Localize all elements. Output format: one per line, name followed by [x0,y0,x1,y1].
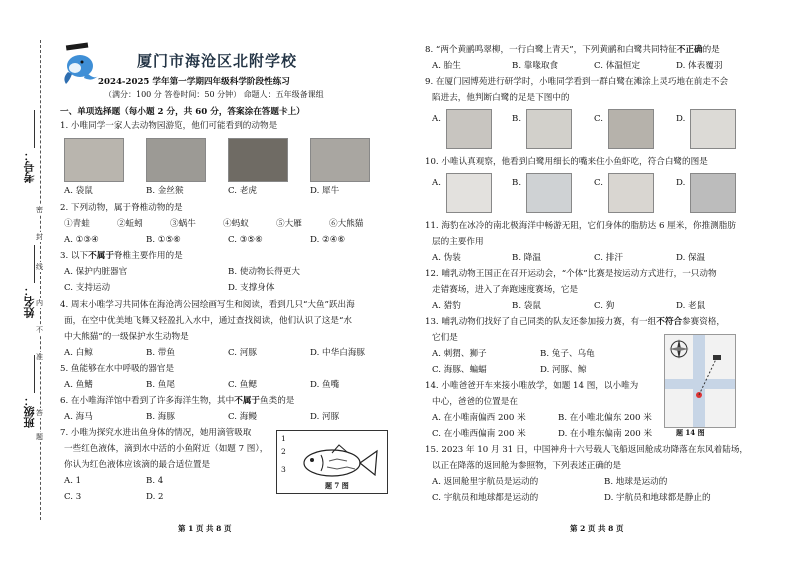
q7-line-2: 一些红色液体，滴到水中活的小鱼附近（如题 7 图）， [64,444,269,454]
q6-option-a: A. 海马 [64,412,93,422]
q2-item-6: ⑥大熊猫 [329,219,364,229]
exam-number-label: 考号： [23,150,36,183]
q8-option-b: B. 靠喙取食 [512,61,559,71]
webbed-foot-image [446,109,492,149]
q5-option-c: C. 鱼鳃 [228,380,257,390]
footer-right: 第 2 页 共 8 页 [570,524,624,533]
q6-option-c: C. 海鳗 [228,412,257,422]
footer-left: 第 1 页 共 8 页 [178,524,232,533]
q7-line-3: 你认为红色液体应该滴的最合适位置是 [64,460,211,470]
fish-figure [276,430,388,494]
q12-option-b: B. 袋鼠 [512,301,541,311]
seal-char: 答 [36,409,43,417]
q9-option-a: A. [432,114,441,124]
q2-option-b: B. ①⑤⑥ [146,235,181,245]
q8-option-a: A. 胎生 [432,61,461,71]
q15-option-a: A. 返回舱里宇航员是运动的 [432,477,539,487]
q11-line-2: 层的主要作用 [432,237,484,247]
seal-char: 密 [36,206,43,214]
q7-option-b: B. 4 [146,476,164,486]
q7-line-1: 7. 小唯为探究水进出鱼身体的情况，她用滴管吸取 [60,428,252,438]
q11-option-a: A. 伪装 [432,253,461,263]
q10-option-d: D. [676,178,686,188]
rhino-image [310,138,370,182]
q15-option-d: D. 宇航员和地球都是静止的 [604,493,711,503]
q13-option-a: A. 刺猬、狮子 [432,349,487,359]
duck-beak-image [690,173,736,213]
q6-option-b: B. 海豚 [146,412,175,422]
q9-option-d: D. [676,114,686,124]
q10-text: 10. 小唯认真观察，他看到白鹭用细长的嘴来住小鱼虾吃，符合白鹭的图是 [425,157,708,167]
q4-option-d: D. 中华白海豚 [310,348,366,358]
q5-option-a: A. 鱼鳍 [64,380,93,390]
q14-line-1: 14. 小唯爸爸开车来接小唯放学，如题 14 图，以小唯为 [425,381,639,391]
q5-text: 5. 鱼能够在水中呼吸的器官是 [60,364,175,374]
q2-option-c: C. ③⑤⑥ [228,235,263,245]
q4-option-c: C. 河豚 [228,348,257,358]
q7-option-a: A. 1 [64,476,82,486]
q9-line-2: 陷进去，他判断白鹭的足是下图中的 [432,93,570,103]
fig7-label-1: 1 [281,434,286,443]
q4-line-3: 中大熊猫”的一级保护水生动物是 [64,332,189,342]
exam-info: （满分：100 分 答卷时间：50 分钟） 命题人：五年级备课组 [104,90,324,99]
section-heading: 一、单项选择题（每小题 2 分，共 60 分，答案涂在答题卡上） [60,107,305,117]
seal-char: 线 [36,263,43,271]
q7-option-c: C. 3 [64,492,82,502]
q15-line-1: 15. 2023 年 10 月 31 日，中国神舟十六号载人飞船返回舱成功降落在东风着陆场， [425,445,749,455]
q4-line-1: 4. 周末小唯学习共同体在海沧湾公园绘画写生和阅读，看到几只“大鱼”跃出海 [60,300,355,310]
fig14-caption: 题 14 图 [676,428,705,437]
q6-option-d: D. 河豚 [310,412,340,422]
class-label: 班级： [23,395,36,428]
name-label: 姓名： [23,285,36,318]
q14-option-b: B. 在小唯北偏东 200 米 [558,413,652,423]
seal-char: 不 [36,326,43,334]
q14-option-d: D. 在小唯东偏南 200 米 [558,429,653,439]
parrot-beak-image [446,173,492,213]
q3-option-a: A. 保护内脏器官 [64,267,128,277]
q13-option-d: D. 河豚、鲸 [540,365,587,375]
q13-line-2: 它们是 [432,333,458,343]
school-name: 厦门市海沧区北附学校 [137,52,298,70]
q12-option-a: A. 猎豹 [432,301,461,311]
q7-option-d: D. 2 [146,492,164,502]
q14-option-a: A. 在小唯南偏西 200 米 [432,413,526,423]
q9-line-1: 9. 在厦门园博苑进行研学时，小唯同学看到一群白鹭在滩涂上灵巧地在前走不会 [425,77,729,87]
q4-option-b: B. 带鱼 [146,348,175,358]
class-line [34,355,35,393]
q15-line-2: 以正在降落的返回舱为参照物，下列表述正确的是 [432,461,622,471]
q12-option-c: C. 狗 [594,301,615,311]
map-figure [664,334,736,428]
q13-line-1: 13. 哺乳动物们找好了自己同类的队友还参加接力赛，有一组不符合参赛资格， [425,317,726,327]
q1-option-d: D. 犀牛 [310,186,340,196]
q3-option-c: C. 支持运动 [64,283,111,293]
fig7-caption: 题 7 图 [325,481,349,490]
q14-option-c: C. 在小唯西偏南 200 米 [432,429,526,439]
seal-char: 题 [36,433,43,441]
q15-option-b: B. 地球是运动的 [604,477,668,487]
q2-item-1: ①青蛙 [64,219,90,229]
name-line [34,245,35,283]
q14-line-2: 中心，爸爸的位置是在 [432,397,518,407]
q5-option-d: D. 鱼嘴 [310,380,340,390]
claw-foot-image [526,109,572,149]
exam-title: 2024-2025 学年第一学期四年级科学阶段性练习 [98,77,290,87]
eagle-beak-image [608,173,654,213]
q2-item-5: ⑤大雁 [276,219,302,229]
q1-option-b: B. 金丝猴 [146,186,184,196]
exam-number-line [34,110,35,148]
q11-option-d: D. 保温 [676,253,706,263]
q8-option-c: C. 体温恒定 [594,61,641,71]
q1-text: 1. 小唯同学一家人去动物园游览，他们可能看到的动物是 [60,121,278,131]
q11-option-b: B. 降温 [512,253,541,263]
q10-option-c: C. [594,178,604,188]
seal-char: 封 [36,233,43,241]
q3-option-d: D. 支撑身体 [228,283,275,293]
q12-option-d: D. 老鼠 [676,301,706,311]
fig7-label-3: 3 [281,465,286,474]
seal-char: 准 [36,353,43,361]
long-leg-foot-image [690,109,736,149]
fig7-label-2: 2 [281,447,286,456]
q2-option-d: D. ②④⑥ [310,235,346,245]
q6-text: 6. 在小唯海洋馆中看到了许多海洋生物，其中不属于鱼类的是 [60,396,295,406]
q2-item-3: ③蜗牛 [170,219,196,229]
q4-option-a: A. 白鲸 [64,348,93,358]
fold-line [40,40,41,520]
q11-option-c: C. 排汗 [594,253,623,263]
school-logo [58,42,100,86]
egret-beak-image [526,173,572,213]
q2-text: 2. 下列动物，属于脊椎动物的是 [60,203,183,213]
q2-option-a: A. ①③④ [64,235,99,245]
q2-item-2: ②蚯蚓 [117,219,143,229]
q12-line-1: 12. 哺乳动物王国正在召开运动会，“个体”比赛是按运动方式进行，一只动物 [425,269,717,279]
seal-char: 内 [36,299,43,307]
q9-option-b: B. [512,114,522,124]
q15-option-c: C. 宇航员和地球都是运动的 [432,493,539,503]
tiger-image [228,138,288,182]
talon-foot-image [608,109,654,149]
q4-line-2: 面，在空中优美地飞舞又轻盈扎入水中，通过查找阅读，他们认识了这是“水 [64,316,352,326]
q12-line-2: 走错赛场，进入了奔跑速度赛场，它是 [432,285,579,295]
q1-option-c: C. 老虎 [228,186,257,196]
monkey-image [146,138,206,182]
q11-line-1: 11. 海豹在冰冷的南北极海洋中畅游无阻，它们身体的脂肪达 6 厘米，你推测脂肪 [425,221,736,231]
q13-option-b: B. 兔子、乌龟 [540,349,595,359]
q8-option-d: D. 体表覆羽 [676,61,723,71]
q8-text: 8. “两个黄鹂鸣翠柳，一行白鹭上青天”，下列黄鹂和白鹭共同特征不正确的是 [425,45,720,55]
q3-option-b: B. 使动物长得更大 [228,267,300,277]
q10-option-a: A. [432,178,441,188]
q2-item-4: ④蚂蚁 [223,219,249,229]
kangaroo-image [64,138,124,182]
q13-option-c: C. 海豚、蝙蝠 [432,365,487,375]
q10-option-b: B. [512,178,522,188]
q9-option-c: C. [594,114,604,124]
q5-option-b: B. 鱼尾 [146,380,175,390]
q1-option-a: A. 袋鼠 [64,186,93,196]
q3-text: 3. 以下不属于脊椎主要作用的是 [60,251,183,261]
